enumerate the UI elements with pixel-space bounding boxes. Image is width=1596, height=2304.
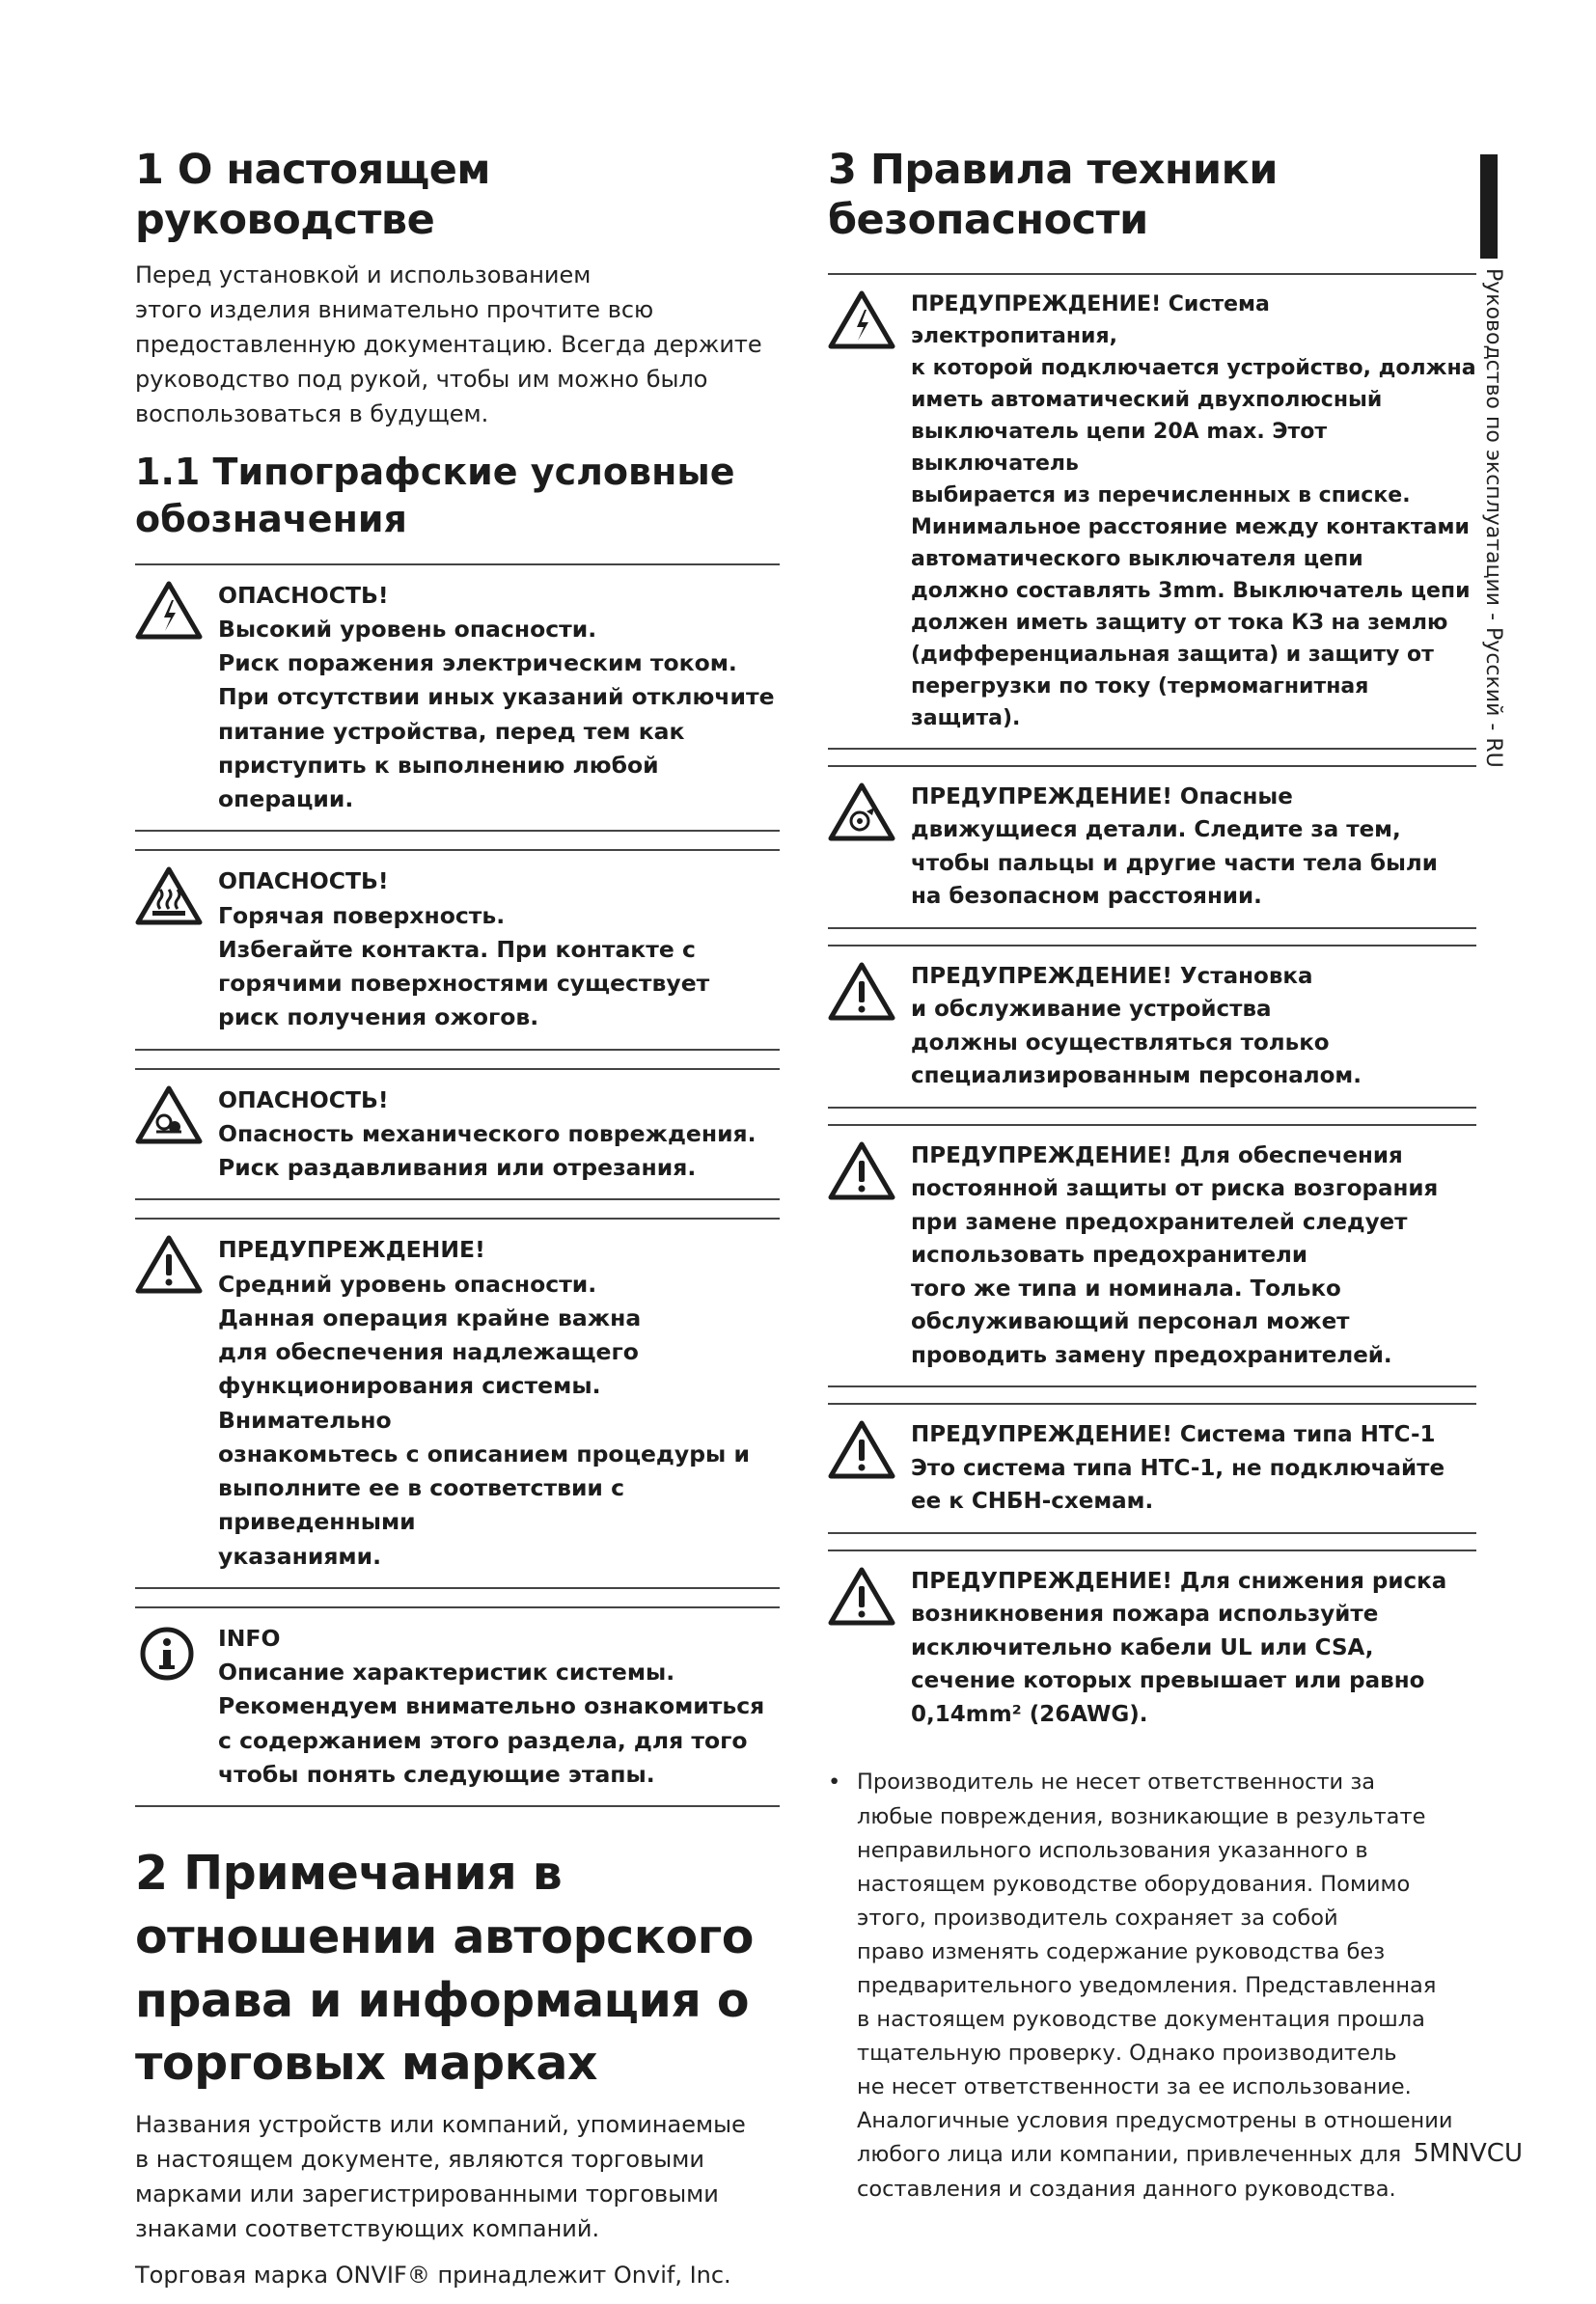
section-1-1-title: 1.1 Типографские условные обозначения: [135, 450, 735, 541]
warning-notice: ПРЕДУПРЕЖДЕНИЕ! Средний уровень опасности. Данная операция крайне важна для обеспечения надлежащего функционирования системы. Внимательно ознакомьтесь с описанием процедуры и выполните ее в соответствии с приведенными указаниями.: [135, 1218, 780, 1589]
side-label: Руководство по эксплуатации - Русский - RU: [1481, 268, 1505, 768]
trademark-line: Торговая марка ONVIF® принадлежит Onvif, Inc.: [135, 2261, 731, 2289]
warning-exclamation-icon: [828, 1141, 895, 1201]
info-notice: INFO Описание характеристик системы. Рекомендуем внимательно ознакомиться с содержанием этого раздела, для того чтобы понять следующие этапы.: [135, 1606, 780, 1807]
danger-notice-crush: ОПАСНОСТЬ! Опасность механического повреждения. Риск раздавливания или отрезания.: [135, 1068, 780, 1201]
left-column: [135, 145, 780, 2304]
warning-notice-cables: ПРЕДУПРЕЖДЕНИЕ! Для снижения риска возникновения пожара используйте исключительно кабели UL или CSA, сечение которых превышает или равно 0,14mm² (26AWG).: [828, 1550, 1476, 1745]
warning-exclamation-icon: [828, 1567, 895, 1627]
section-1-title: 1 О настоящем руководстве: [135, 146, 491, 245]
section-1-body: Перед установкой и использованием этого изделия внимательно прочтите всю предоставленную документацию. Всегда держите руководство под рукой, чтобы им можно было воспользоваться в будущем.: [135, 261, 762, 427]
section-2-body: Названия устройств или компаний, упоминаемые в настоящем документе, являются торговыми марками или зарегистрированными торговыми знаками соответствующих компаний.: [135, 2110, 746, 2242]
list-item: • Производитель не несет ответственности за любые повреждения, возникающие в результате неправильного использования указанного в настоящем руководстве оборудования. Помимо этого, производитель сохраняет за собой право изменять содержание руководства без предварительного уведомления. Представленная в настоящем руководстве документация прошла тщательную проверку. Однако производитель не несет ответственности за ее использование. Аналогичные условия предусмотрены в отношении любого лица или компании, привлеченных для составления и создания данного руководства.: [857, 1766, 1476, 2206]
side-tab-bar: [1480, 154, 1498, 259]
danger-notice-electric: ОПАСНОСТЬ! Высокий уровень опасности. Риск поражения электрическим током. При отсутствии иных указаний отключите питание устройства, перед тем как приступить к выполнению любой операции.: [135, 563, 780, 833]
section-2-title: 2 Примечания в отношении авторского права и информация о торговых марках: [135, 1846, 754, 2092]
crush-hazard-icon: [135, 1085, 203, 1145]
moving-parts-icon: [828, 782, 895, 842]
info-icon: [135, 1624, 203, 1684]
warning-notice-fuses: ПРЕДУПРЕЖДЕНИЕ! Для обеспечения постоянной защиты от риска возгорания при замене предохранителей следует использовать предохранители того же типа и номинала. Только обслуживающий персонал может проводить замену предохранителей.: [828, 1124, 1476, 1388]
section-3-title: 3 Правила техники безопасности: [828, 146, 1278, 245]
warning-notice-install: ПРЕДУПРЕЖДЕНИЕ! Установка и обслуживание устройства должны осуществляться только специализированным персоналом.: [828, 945, 1476, 1109]
warning-notice-moving-parts: ПРЕДУПРЕЖДЕНИЕ! Опасные движущиеся детали. Следите за тем, чтобы пальцы и другие части тела были на безопасном расстоянии.: [828, 765, 1476, 929]
electric-hazard-icon: [828, 290, 895, 350]
danger-notice-hot: ОПАСНОСТЬ! Горячая поверхность. Избегайте контакта. При контакте с горячими поверхностями существует риск получения ожогов.: [135, 849, 780, 1050]
warning-exclamation-icon: [828, 1420, 895, 1480]
hot-surface-icon: [135, 866, 203, 926]
warning-exclamation-icon: [828, 962, 895, 1022]
electric-hazard-icon: [135, 581, 203, 641]
liability-bullet-list: [828, 1766, 1476, 2206]
warning-exclamation-icon: [135, 1235, 203, 1295]
warning-notice-power: ПРЕДУПРЕЖДЕНИЕ! Система электропитания, к которой подключается устройство, должна иметь автоматический двухполюсный выключатель цепи 20A max. Этот выключатель выбирается из перечисленных в списке. Минимальное расстояние между контактами автоматического выключателя цепи должно составлять 3mm. Выключатель цепи должен иметь защиту от тока КЗ на землю (дифференциальная защита) и защиту от перегрузки по току (термомагнитная защита).: [828, 273, 1476, 750]
footer-code: 5MNVCU: [1413, 2139, 1523, 2168]
right-column: [828, 145, 1476, 2207]
warning-notice-htc: ПРЕДУПРЕЖДЕНИЕ! Система типа HTC-1 Это система типа HTC-1, не подключайте ее к СНБН-схемам.: [828, 1403, 1476, 1534]
